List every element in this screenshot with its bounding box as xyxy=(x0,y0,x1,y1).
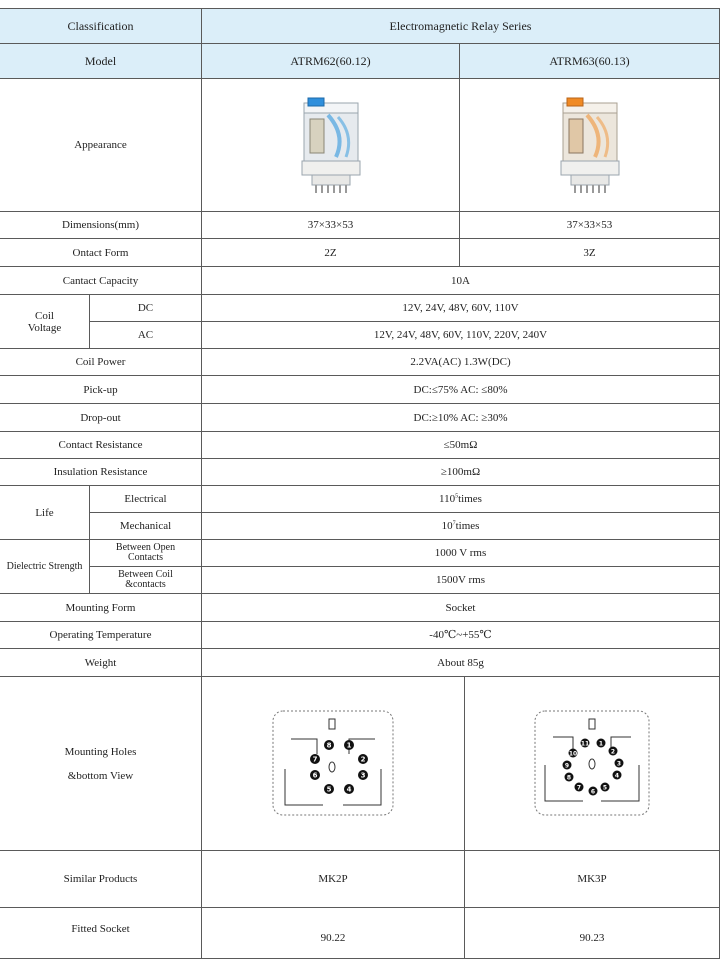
socket-pin-10 xyxy=(569,748,578,757)
dielectric-coil-1: Between Coil xyxy=(118,569,173,580)
socket-pin-4 xyxy=(344,784,354,794)
contact-capacity-label: Cantact Capacity xyxy=(0,267,202,295)
fitted-socket-left: 90.22 xyxy=(202,908,465,959)
operating-temperature-value: -40℃~+55℃ xyxy=(202,622,720,649)
fitted-socket-right: 90.23 xyxy=(465,908,720,959)
drop-out-value: DC:≥10% AC: ≥30% xyxy=(202,404,720,432)
drop-out-label: Drop-out xyxy=(0,404,202,432)
svg-text:2: 2 xyxy=(360,755,366,763)
svg-text:9: 9 xyxy=(564,762,570,769)
svg-text:3: 3 xyxy=(360,771,366,779)
mounting-form-label: Mounting Form xyxy=(0,594,202,622)
similar-products-left: MK2P xyxy=(202,851,465,908)
operating-temperature-label: Operating Temperature xyxy=(0,622,202,649)
header-classification: Classification xyxy=(0,8,202,44)
coil-power-value: 2.2VA(AC) 1.3W(DC) xyxy=(202,349,720,376)
life-label: Life xyxy=(0,486,90,540)
coil-ac-label: AC xyxy=(90,322,202,349)
socket-pin-9 xyxy=(563,760,572,769)
svg-text:1: 1 xyxy=(598,740,604,747)
mounting-holes-left xyxy=(202,677,465,851)
socket-pin-2 xyxy=(609,746,618,755)
svg-text:1: 1 xyxy=(346,741,352,749)
life-electrical-label: Electrical xyxy=(90,486,202,513)
svg-text:7: 7 xyxy=(576,784,582,791)
relay-2pole-image xyxy=(286,95,376,195)
svg-text:2: 2 xyxy=(610,748,616,755)
coil-voltage-label xyxy=(0,295,90,349)
svg-text:5: 5 xyxy=(326,785,332,793)
life-electrical-unit: times xyxy=(458,493,482,505)
socket-pin-5 xyxy=(324,784,334,794)
socket-pin-11 xyxy=(581,738,590,747)
dielectric-open-value: 1000 V rms xyxy=(202,540,720,567)
coil-dc-value: 12V, 24V, 48V, 60V, 110V xyxy=(202,295,720,322)
appearance-left-cell xyxy=(202,79,460,212)
socket-pin-3 xyxy=(358,770,368,780)
socket-8pin-diagram xyxy=(271,709,395,819)
dielectric-coil-2: &contacts xyxy=(125,579,166,590)
svg-text:6: 6 xyxy=(590,788,596,795)
socket-pin-3 xyxy=(615,758,624,767)
socket-pin-8 xyxy=(565,772,574,781)
contact-capacity-value: 10A xyxy=(202,267,720,295)
pick-up-value: DC:≤75% AC: ≤80% xyxy=(202,376,720,404)
dielectric-open-label xyxy=(90,540,202,567)
similar-products-label: Similar Products xyxy=(0,851,202,908)
contact-form-left: 2Z xyxy=(202,239,460,267)
svg-text:10: 10 xyxy=(568,750,578,757)
svg-text:11: 11 xyxy=(580,740,590,747)
model-label: Model xyxy=(0,44,202,79)
svg-text:4: 4 xyxy=(614,772,620,779)
contact-form-right: 3Z xyxy=(460,239,720,267)
svg-text:7: 7 xyxy=(312,755,318,763)
life-mechanical-unit: times xyxy=(455,520,480,532)
relay-3pole-image xyxy=(545,95,635,195)
life-mechanical-base: 10 xyxy=(441,520,453,532)
life-electrical-base: 110 xyxy=(439,493,456,505)
life-electrical-exp: 5 xyxy=(455,493,459,500)
svg-text:6: 6 xyxy=(312,771,318,779)
svg-text:5: 5 xyxy=(602,784,608,791)
weight-value: About 85g xyxy=(202,649,720,677)
insulation-resistance-label: Insulation Resistance xyxy=(0,459,202,486)
model-left: ATRM62(60.12) xyxy=(202,44,460,79)
dielectric-coil-label xyxy=(90,567,202,594)
dielectric-label: Dielectric Strength xyxy=(0,540,90,594)
mounting-holes-label xyxy=(0,677,202,851)
coil-ac-value: 12V, 24V, 48V, 60V, 110V, 220V, 240V xyxy=(202,322,720,349)
insulation-resistance-value: ≥100mΩ xyxy=(202,459,720,486)
mounting-holes-right xyxy=(465,677,720,851)
dielectric-open-2: Contacts xyxy=(128,552,163,563)
mounting-holes-label-1: Mounting Holes xyxy=(64,745,137,758)
socket-pin-7 xyxy=(575,782,584,791)
fitted-socket-label: Fitted Socket xyxy=(0,908,202,959)
svg-text:4: 4 xyxy=(346,785,352,793)
socket-pin-8 xyxy=(324,740,334,750)
similar-products-right: MK3P xyxy=(465,851,720,908)
coil-dc-label: DC xyxy=(90,295,202,322)
coil-power-label: Coil Power xyxy=(0,349,202,376)
life-mechanical-exp: 7 xyxy=(452,520,456,527)
pick-up-label: Pick-up xyxy=(0,376,202,404)
svg-text:8: 8 xyxy=(326,741,332,749)
socket-pin-6 xyxy=(589,786,598,795)
header-series: Electromagnetic Relay Series xyxy=(202,8,720,44)
mounting-form-value: Socket xyxy=(202,594,720,622)
svg-text:8: 8 xyxy=(566,774,572,781)
socket-pin-5 xyxy=(601,782,610,791)
dimensions-label: Dimensions(mm) xyxy=(0,212,202,239)
dimensions-left: 37×33×53 xyxy=(202,212,460,239)
socket-pin-2 xyxy=(358,754,368,764)
socket-pin-6 xyxy=(310,770,320,780)
life-mechanical-label: Mechanical xyxy=(90,513,202,540)
weight-label: Weight xyxy=(0,649,202,677)
dielectric-open-1: Between Open xyxy=(115,542,176,553)
life-mechanical-value xyxy=(202,513,720,540)
socket-11pin-diagram xyxy=(533,709,651,819)
coil-voltage-label-1: Coil xyxy=(35,309,54,322)
socket-pin-1 xyxy=(597,738,606,747)
contact-resistance-label: Contact Resistance xyxy=(0,432,202,459)
svg-text:3: 3 xyxy=(616,760,622,767)
contact-resistance-value: ≤50mΩ xyxy=(202,432,720,459)
model-right: ATRM63(60.13) xyxy=(460,44,720,79)
life-electrical-value xyxy=(202,486,720,513)
appearance-label: Appearance xyxy=(0,79,202,212)
dielectric-coil-value: 1500V rms xyxy=(202,567,720,594)
socket-pin-4 xyxy=(613,770,622,779)
coil-voltage-label-2: Voltage xyxy=(27,321,62,334)
socket-pin-7 xyxy=(310,754,320,764)
dimensions-right: 37×33×53 xyxy=(460,212,720,239)
appearance-right-cell xyxy=(460,79,720,212)
mounting-holes-label-2: &bottom View xyxy=(67,769,134,782)
socket-pin-1 xyxy=(344,740,354,750)
contact-form-label: Ontact Form xyxy=(0,239,202,267)
